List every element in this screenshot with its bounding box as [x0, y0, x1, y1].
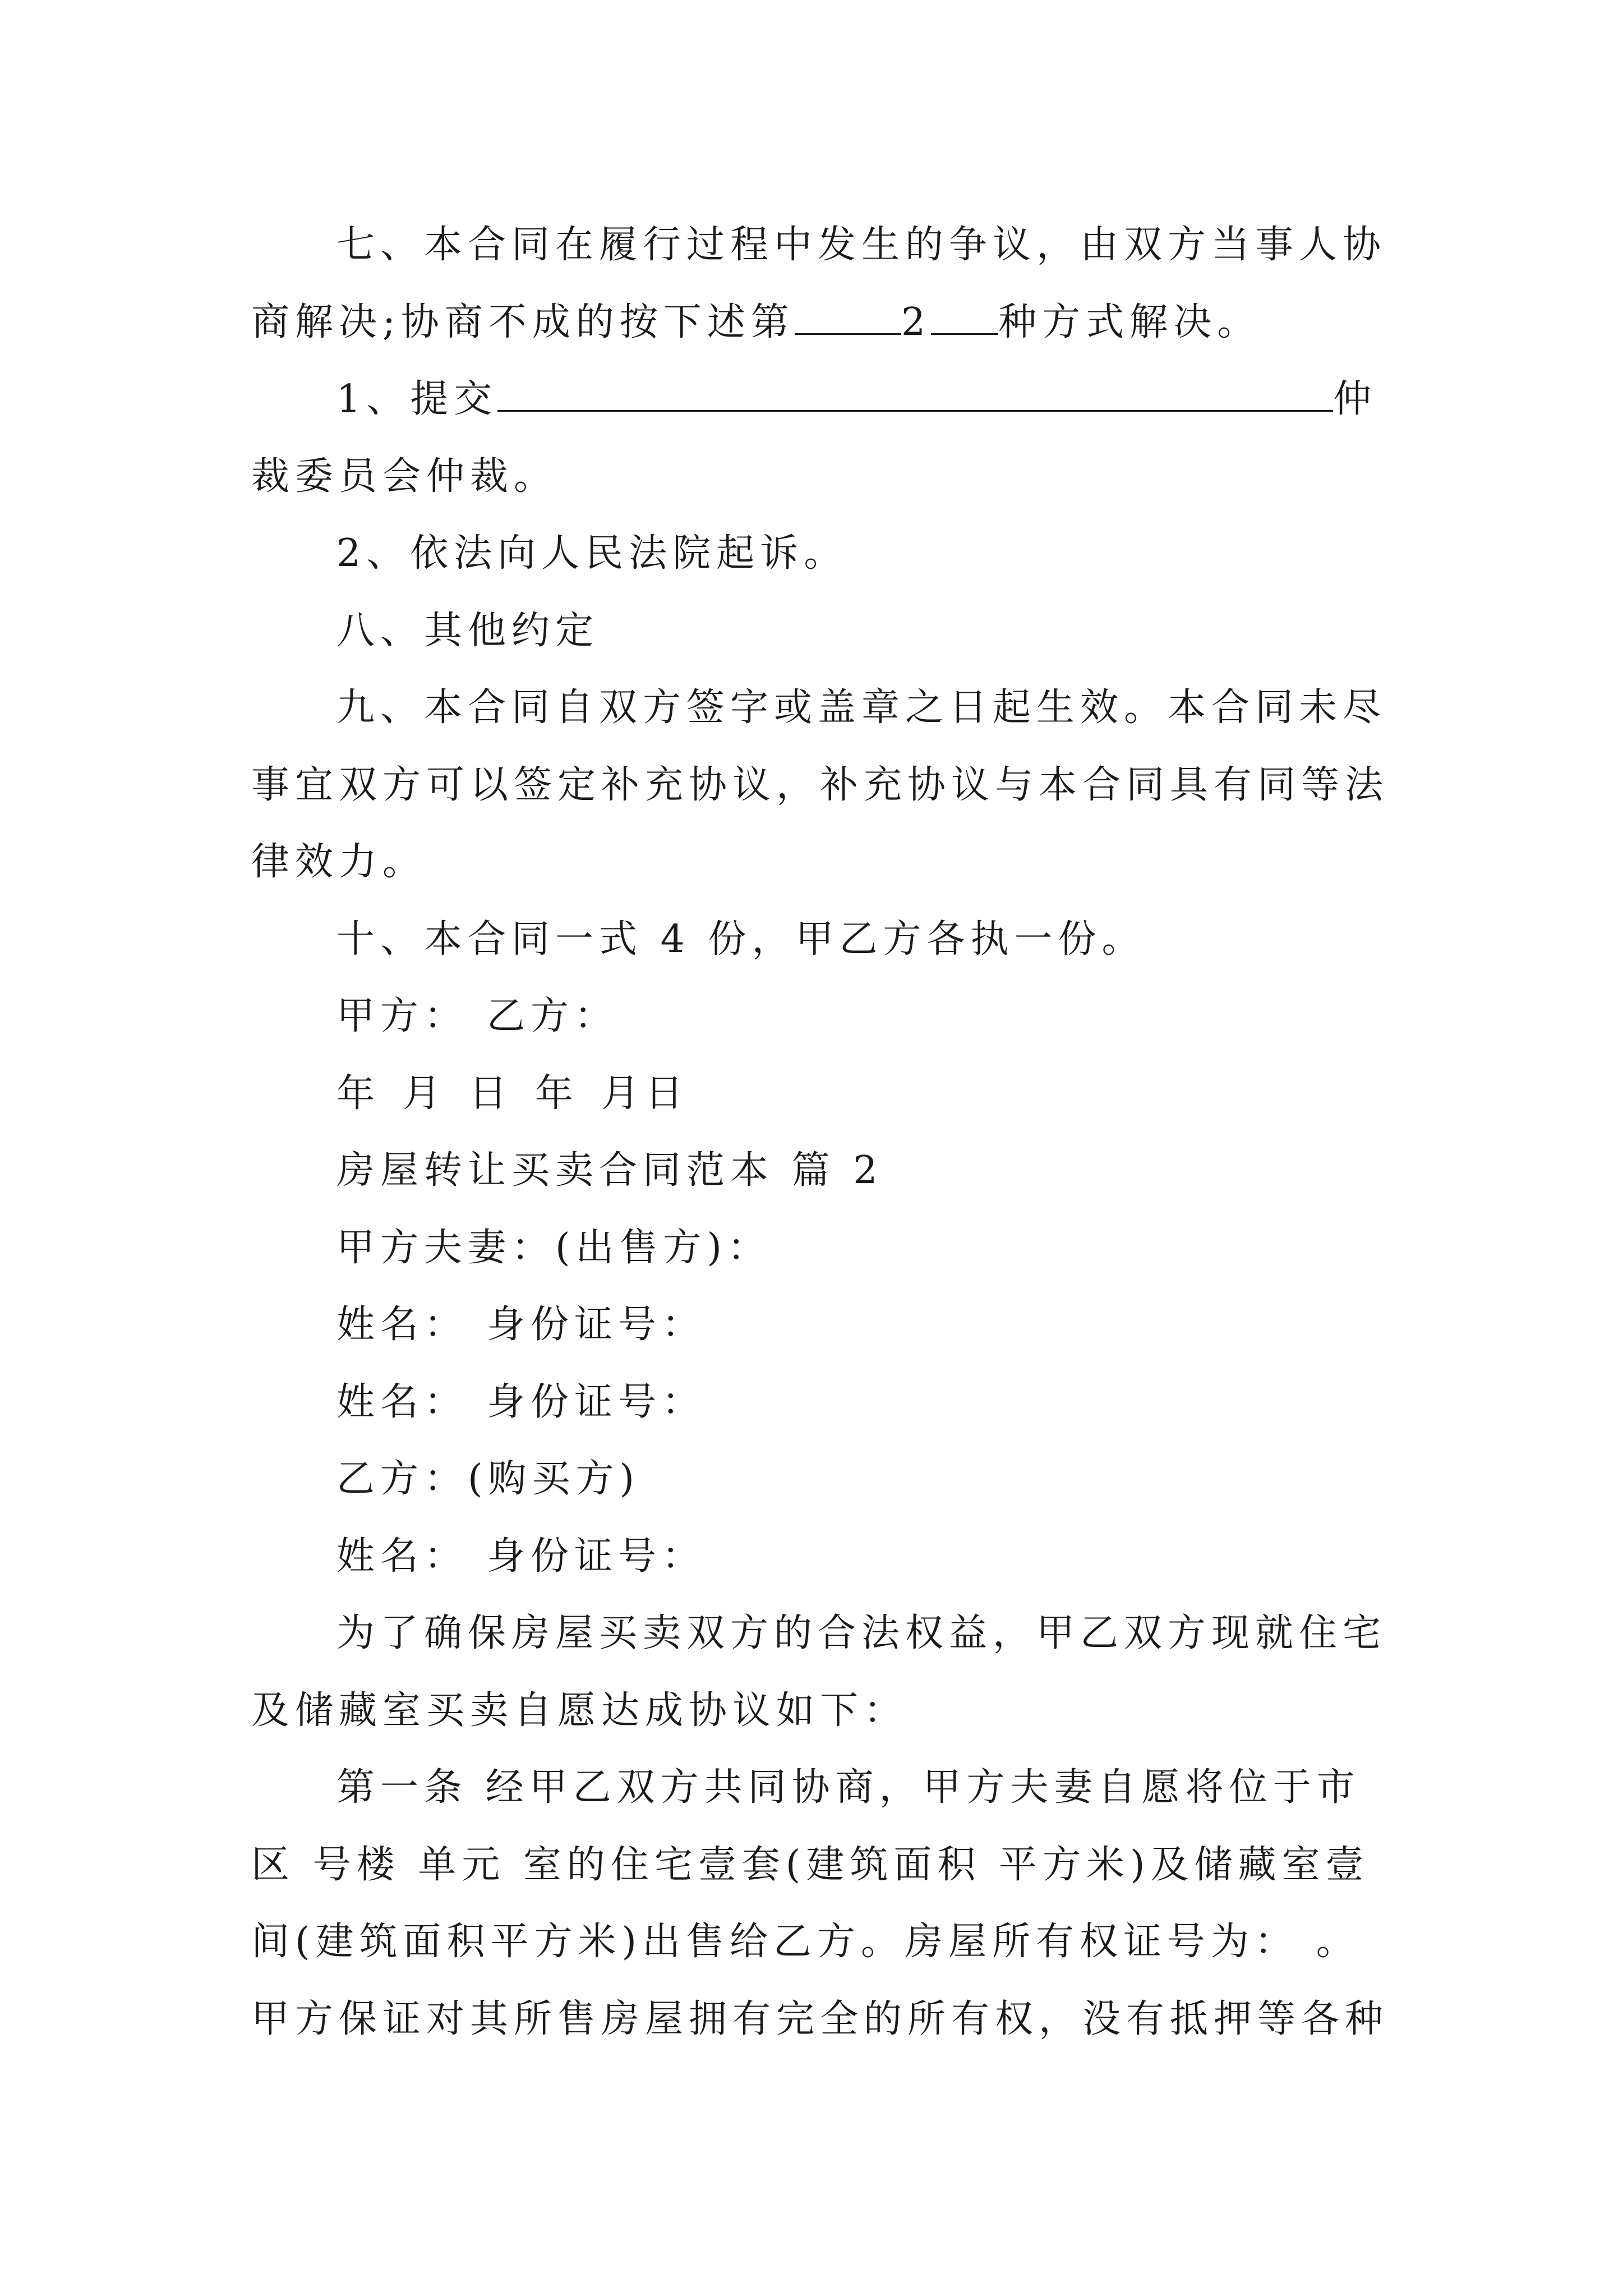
clause-7-line-1: 七、本合同在履行过程中发生的争议，由双方当事人协 [336, 223, 1387, 267]
method-blank [795, 300, 901, 335]
clause-8-line: 八、其他约定 [336, 608, 600, 653]
buyer-label: 乙方：(购买方) [336, 1457, 640, 1501]
seller-1-name-label: 姓名： [336, 1303, 468, 1347]
section-title-2: 房屋转让买卖合同范本 篇 2 [336, 1148, 883, 1193]
clause-9-line-2: 事宜双方可以签定补充协议，补充协议与本合同具有同等法 [251, 762, 1389, 807]
party-a-label: 甲方： [336, 994, 468, 1038]
party-b-label: 乙方： [487, 994, 619, 1038]
option-1-text-a: 1、提交 [336, 377, 498, 421]
option-2-line: 2、依法向人民法院起诉。 [336, 531, 848, 576]
buyer-name-label: 姓名： [336, 1534, 468, 1579]
seller-1-id-label: 身份证号： [487, 1303, 706, 1347]
signature-parties-line [251, 978, 1384, 1055]
method-blank-tail [931, 300, 998, 335]
buyer-line [251, 1518, 1384, 1595]
clause-9-line-1: 九、本合同自双方签字或盖章之日起生效。本合同未尽 [336, 685, 1387, 730]
signature-date-line [251, 1055, 1384, 1133]
clause-7-line-2 [251, 284, 1384, 361]
date-year-b: 年 [535, 1071, 579, 1116]
article-1-line-2: 区 号楼 单元 室的住宅壹套(建筑面积 平方米)及储藏室壹 [251, 1842, 1370, 1887]
seller-label: 甲方夫妻：(出售方)： [336, 1225, 772, 1270]
clause-9-line-3: 律效力。 [251, 840, 427, 884]
clause-10-line: 十、本合同一式 4 份，甲乙方各执一份。 [336, 917, 1146, 961]
date-month-day-b: 月日 [601, 1071, 689, 1116]
document-body [251, 206, 1389, 2058]
seller-1-line [251, 1286, 1384, 1364]
clause-7-text-b: 种方式解决。 [998, 300, 1261, 344]
seller-2-name-label: 姓名： [336, 1379, 468, 1424]
date-year-a: 年 [336, 1071, 381, 1116]
arbitration-blank [497, 376, 1333, 412]
preamble-line-1: 为了确保房屋买卖双方的合法权益，甲乙双方现就住宅 [336, 1611, 1387, 1655]
buyer-id-label: 身份证号： [487, 1534, 706, 1579]
date-month-a: 月 [403, 1071, 447, 1116]
clause-7-text-a: 商解决;协商不成的按下述第 [251, 300, 795, 344]
article-1-line-4: 甲方保证对其所售房屋拥有完全的所有权，没有抵押等各种 [251, 1996, 1389, 2041]
option-1-line-2: 裁委员会仲裁。 [251, 454, 558, 499]
option-1-text-b: 仲 [1333, 377, 1377, 421]
method-blank-value: 2 [901, 300, 932, 344]
seller-2-id-label: 身份证号： [487, 1379, 706, 1424]
option-1-line-1 [251, 361, 1384, 438]
article-1-line-1: 第一条 经甲乙双方共同协商，甲方夫妻自愿将位于市 [336, 1765, 1361, 1810]
preamble-line-2: 及储藏室买卖自愿达成协议如下： [251, 1688, 908, 1733]
article-1-line-3: 间(建筑面积平方米)出售给乙方。房屋所有权证号为： 。 [251, 1920, 1360, 1964]
seller-2-line [251, 1364, 1384, 1441]
date-day-a: 日 [469, 1071, 513, 1116]
